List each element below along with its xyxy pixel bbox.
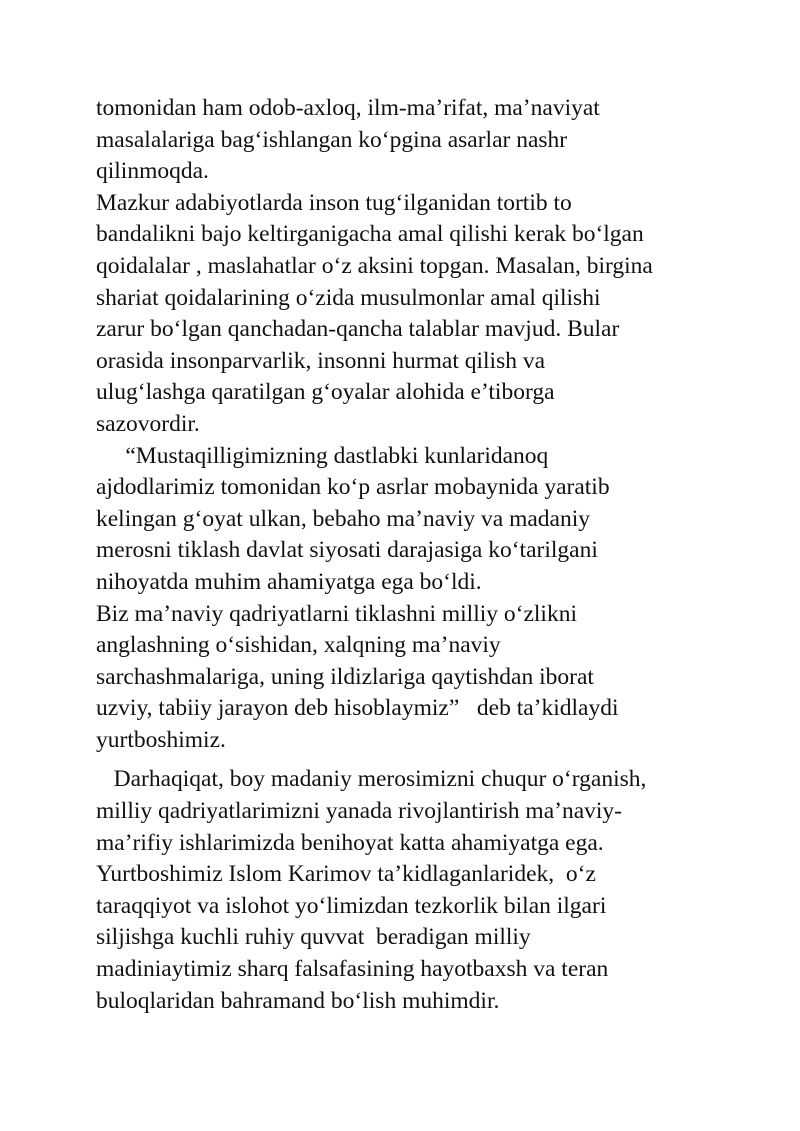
text-line: ulug‘lashga qaratilgan g‘oyalar alohida e’tiborga xyxy=(96,379,555,406)
paragraph-gap xyxy=(96,756,736,764)
text-line: madiniaytimiz sharq falsafasining hayotbaxsh va teran xyxy=(96,956,609,983)
text-line: “Mustaqilligimizning dastlabki kunlaridanoq xyxy=(96,442,549,469)
text-line: sazovordir. xyxy=(96,410,200,437)
text-line: kelingan g‘oyat ulkan, bebaho ma’naviy va madaniy xyxy=(96,505,590,532)
text-line: shariat qoidalarining o‘zida musulmonlar amal qilishi xyxy=(96,284,601,311)
text-line: milliy qadriyatlarimizni yanada rivojlantirish ma’naviy- xyxy=(96,798,622,825)
text-line: ma’rifiy ishlarimizda benihoyat katta ahamiyatga ega. xyxy=(96,829,604,856)
text-line: Mazkur adabiyotlarda inson tug‘ilganidan tortib to xyxy=(96,189,572,216)
text-line: masalalariga bag‘ishlangan ko‘pgina asarlar nashr xyxy=(96,126,568,153)
text-line: Darhaqiqat, boy madaniy merosimizni chuqur o‘rganish, xyxy=(96,766,647,793)
text-line: ajdodlarimiz tomonidan ko‘p asrlar mobaynida yaratib xyxy=(96,474,610,501)
text-line: zarur bo‘lgan qanchadan-qancha talablar mavjud. Bular xyxy=(96,316,620,343)
text-line: taraqqiyot va islohot yo‘limizdan tezkorlik bilan ilgari xyxy=(96,892,607,919)
text-line: nihoyatda muhim ahamiyatga ega bo‘ldi. xyxy=(96,568,482,595)
text-line: yurtboshimiz. xyxy=(96,726,226,753)
text-line: Yurtboshimiz Islom Karimov ta’kidlaganlaridek, o‘z xyxy=(96,861,596,888)
text-line: buloqlaridan bahramand bo‘lish muhimdir. xyxy=(96,987,500,1014)
text-line: orasida insonparvarlik, insonni hurmat qilish va xyxy=(96,347,546,374)
text-line: siljishga kuchli ruhiy quvvat beradigan milliy xyxy=(96,924,531,951)
text-line: qoidalalar , maslahatlar o‘z aksini topgan. Masalan, birgina xyxy=(96,252,653,279)
body-text xyxy=(96,93,736,1017)
text-line: sarchashmalariga, uning ildizlariga qaytishdan iborat xyxy=(96,663,594,690)
text-line: uzviy, tabiiy jarayon deb hisoblaymiz” deb ta’kidlaydi xyxy=(96,695,619,722)
text-line: qilinmoqda. xyxy=(96,158,209,185)
text-line: anglashning o‘sishidan, xalqning ma’naviy xyxy=(96,632,501,659)
text-line: Biz ma’naviy qadriyatlarni tiklashni milliy o‘zlikni xyxy=(96,600,577,627)
text-line: tomonidan ham odob-axloq, ilm-ma’rifat, ma’naviyat xyxy=(96,95,600,121)
text-line: bandalikni bajo keltirganigacha amal qilishi kerak bo‘lgan xyxy=(96,221,644,248)
text-line: merosni tiklash davlat siyosati darajasiga ko‘tarilgani xyxy=(96,537,598,564)
